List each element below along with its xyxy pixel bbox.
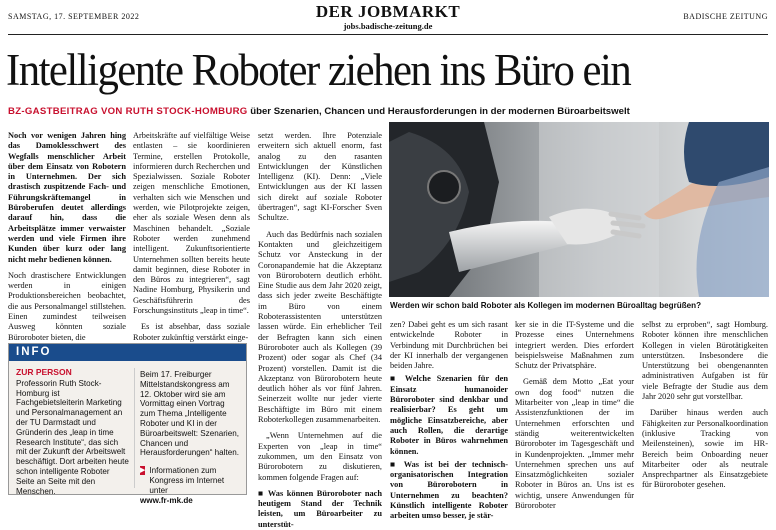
- publication-name: BADISCHE ZEITUNG: [683, 12, 768, 21]
- article-column-3: [258, 131, 382, 530]
- info-event-column: [140, 370, 240, 505]
- question-bullet: ■ Was können Büroroboter nach heutigem Stand der Technik leisten, um Büroarbeiter zu unterstüt-: [258, 488, 382, 529]
- info-person-column: [16, 368, 129, 496]
- subline-text: über Szenarien, Chancen und Herausforderungen in der modernen Büroarbeitswelt: [250, 106, 630, 117]
- robot-hand-image: [389, 122, 769, 297]
- subline: [8, 106, 630, 117]
- section-url: jobs.badische-zeitung.de: [343, 21, 433, 31]
- info-title: INFO: [16, 346, 52, 358]
- info-link-block: [140, 466, 240, 495]
- info-box-header: [9, 344, 246, 361]
- info-person-heading: ZUR PERSON: [16, 367, 72, 377]
- question-bullet: ■ Was ist bei der technisch-organisatorischen Integration von Bürorobotern in Unternehmen zu beachten? Künstlich intelligente Roboter arbeiten umso besser, je stär-: [390, 459, 508, 521]
- article-column-4: [390, 320, 508, 522]
- paragraph: selbst zu erproben“, sagt Homburg. Roboter können ihre menschlichen Kollegen in vielen Bürotätigkeiten unterstützen. Insbesondere die Unterstützung bei obengenannten administrativen Aufgaben ist für viele Befragte der Studie aus dem Jahr 2020 sehr gut vorstellbar.: [642, 320, 768, 402]
- info-divider: [134, 368, 135, 488]
- paragraph: Gemäß dem Motto „Eat your own dog food“ nutzen die Mitarbeiter von „leap in time“ die Assistenzfunktionen der im Unternehmen erforschten und ständig weiterentwickelten Büroroboter im Tagesgeschäft und in Kundenprojekten. „Immer mehr Unternehmen sprechen uns auf Einsatzmöglichkeiten sozialer Roboter in Büros an. Uns ist es wichtig, unsere Anwendungen für Büroroboter: [515, 377, 634, 511]
- question-bullet: ■ Welche Szenarien für den Einsatz humanoider Büroroboter sind denkbar und realisierbar? Es geht um mögliche Einsatzbereiche, aber auch Rollen, die derartige Roboter in Büros wahrnehmen können.: [390, 374, 508, 456]
- robot-photo: [389, 122, 769, 297]
- headline: Intelligente Roboter ziehen ins Büro ein: [6, 45, 631, 95]
- info-link-text: Informationen zum Kongress im Internet unter: [149, 466, 225, 495]
- paragraph: Auch das Bedürfnis nach sozialen Kontakten und gleichzeitigem Schutz vor Ansteckung in der Coronapandemie hat die Akzeptanz von Bürorobotern deutlich erhöht. Eine Studie aus dem Jahr 2020 zeigt, dass sich jeder zweite Beschäftigte im Büro von einem Roboterassistenten unterstützen lassen würde. Ein erheblicher Teil der Befragten kann sich einen Büroroboter auch als Kollegen (39 Prozent) oder sogar als Chef (34 Prozent) vorstellen. Damit ist die Akzeptanz von Bürorobotern heute deutlich höher als vor fünf Jahren. Seinerzeit wollte nur jeder vierte Beschäftigte im Büro mit einem Roboterkollegen zusammenarbeiten.: [258, 229, 382, 425]
- paragraph: Noch drastischere Entwicklungen werden in einigen Produktionsbereichen beobachtet, die aus Personalmangel stillstehen. Einen zumindest teilweisen Ausweg könnten soziale Büroroboter bieten, die: [8, 270, 126, 342]
- paragraph: Arbeitskräfte auf vielfältige Weise entlasten – sie koordinieren Termine, erstellen Protokolle, informieren durch Recherchen und Spezialwissen. Soziale Roboter zeigen menschliche Emotionen, verhalten sich wie Menschen und werden, wie Pilotprojekte zeigen, eher als soziale Wesen denn als Maschinen behandelt. „Soziale Roboter werden zunehmend intelligent. Zukunftsorientierte Unternehmen sollten bereits heute damit beginnen, diese Roboter in den Büros zu integrieren“, sagt Nadine Homburg, Physikerin und Geschäftsführerin des Forschungsinstituts „leap in time“.: [133, 131, 250, 316]
- author-kicker: BZ-GASTBEITRAG VON RUTH STOCK-HOMBURG: [8, 106, 248, 117]
- paragraph: ker sie in die IT-Systeme und die Prozesse eines Unternehmens integriert werden. Dies erfordert beispielsweise Maßnahmen zum Schutz der Privatsphäre.: [515, 320, 634, 371]
- article-column-1: [8, 131, 126, 343]
- paragraph: „Wenn Unternehmen auf die Experten von „leap in time“ zukommen, um den Einsatz von Bürorobotern zu diskutieren, kommen folgende Fragen auf:: [258, 431, 382, 482]
- paragraph: Darüber hinaus werden auch Fähigkeiten zur Personalkoordination (inklusive Tracking von Meilensteinen), sowie im HR-Bereich beim Onboarding neuer Mitarbeiter oder als neutrale Ansprechpartner als Einsatzgebiete für Büroroboter gesehen.: [642, 408, 768, 490]
- arrow-right-icon: ▶: [140, 467, 146, 475]
- paragraph: setzt werden. Ihre Potenziale erweitern sich aktuell enorm, fast analog zu den rasanten Entwicklungen der Künstlichen Intelligenz (KI). Denn: „Viele Entwicklungen aus der KI lassen sich direkt auf soziale Roboter übertragen“, sagt KI-Forscher Sven Schultze.: [258, 131, 382, 223]
- issue-date: SAMSTAG, 17. SEPTEMBER 2022: [8, 12, 140, 21]
- article-column-6: [642, 320, 768, 491]
- paragraph: Es ist absehbar, dass soziale Roboter zukünftig verstärkt einge-: [133, 322, 250, 342]
- article-column-5: [515, 320, 634, 511]
- lead-paragraph: Noch vor wenigen Jahren hing das Damoklesschwert des Wegfalls menschlicher Arbeit über dem Einsatz von Robotern in Unternehmen. Der sich drastisch zuspitzende Fach- und Führungskräftemangel in Büroberufen deutet allerdings darauf hin, dass die Arbeitsplätze immer verwaister werden und viele Firmen ihre Kunden über kurz oder lang nicht mehr bedienen können.: [8, 131, 126, 264]
- masthead: DER JOBMARKT: [315, 2, 461, 21]
- header-rule: [8, 34, 768, 35]
- article-column-2: [133, 131, 250, 343]
- paragraph: zen? Dabei geht es um sich rasant entwickelnde Roboter in Verbindung mit Durchbrüchen bei der KI innerhalb der vergangenen beiden Jahre.: [390, 320, 508, 371]
- congress-link[interactable]: www.fr-mk.de: [140, 495, 193, 505]
- info-event-text: Beim 17. Freiburger Mittelstandskongress am 12. Oktober wird sie am Vormittag einen Vortrag zum Thema „Intelligente Roboter und KI in der Büroarbeitswelt: Szenarien, Chancen und Herausforderungen“ halten.: [140, 370, 239, 458]
- info-person-text: Professorin Ruth Stock-Homburg ist Fachgebietsleiterin Marketing und Personalmanagement an der TU Darmstadt und Gründerin des „leap in time Research Institute“, das sich mit der Zukunft der Arbeitswelt beschäftigt. Dort arbeiten heute schon intelligente Roboter Seite an Seite mit den Menschen.: [16, 378, 129, 496]
- info-box: [8, 343, 247, 505]
- photo-caption: Werden wir schon bald Roboter als Kollegen im modernen Büroalltag begrüßen?: [390, 301, 702, 310]
